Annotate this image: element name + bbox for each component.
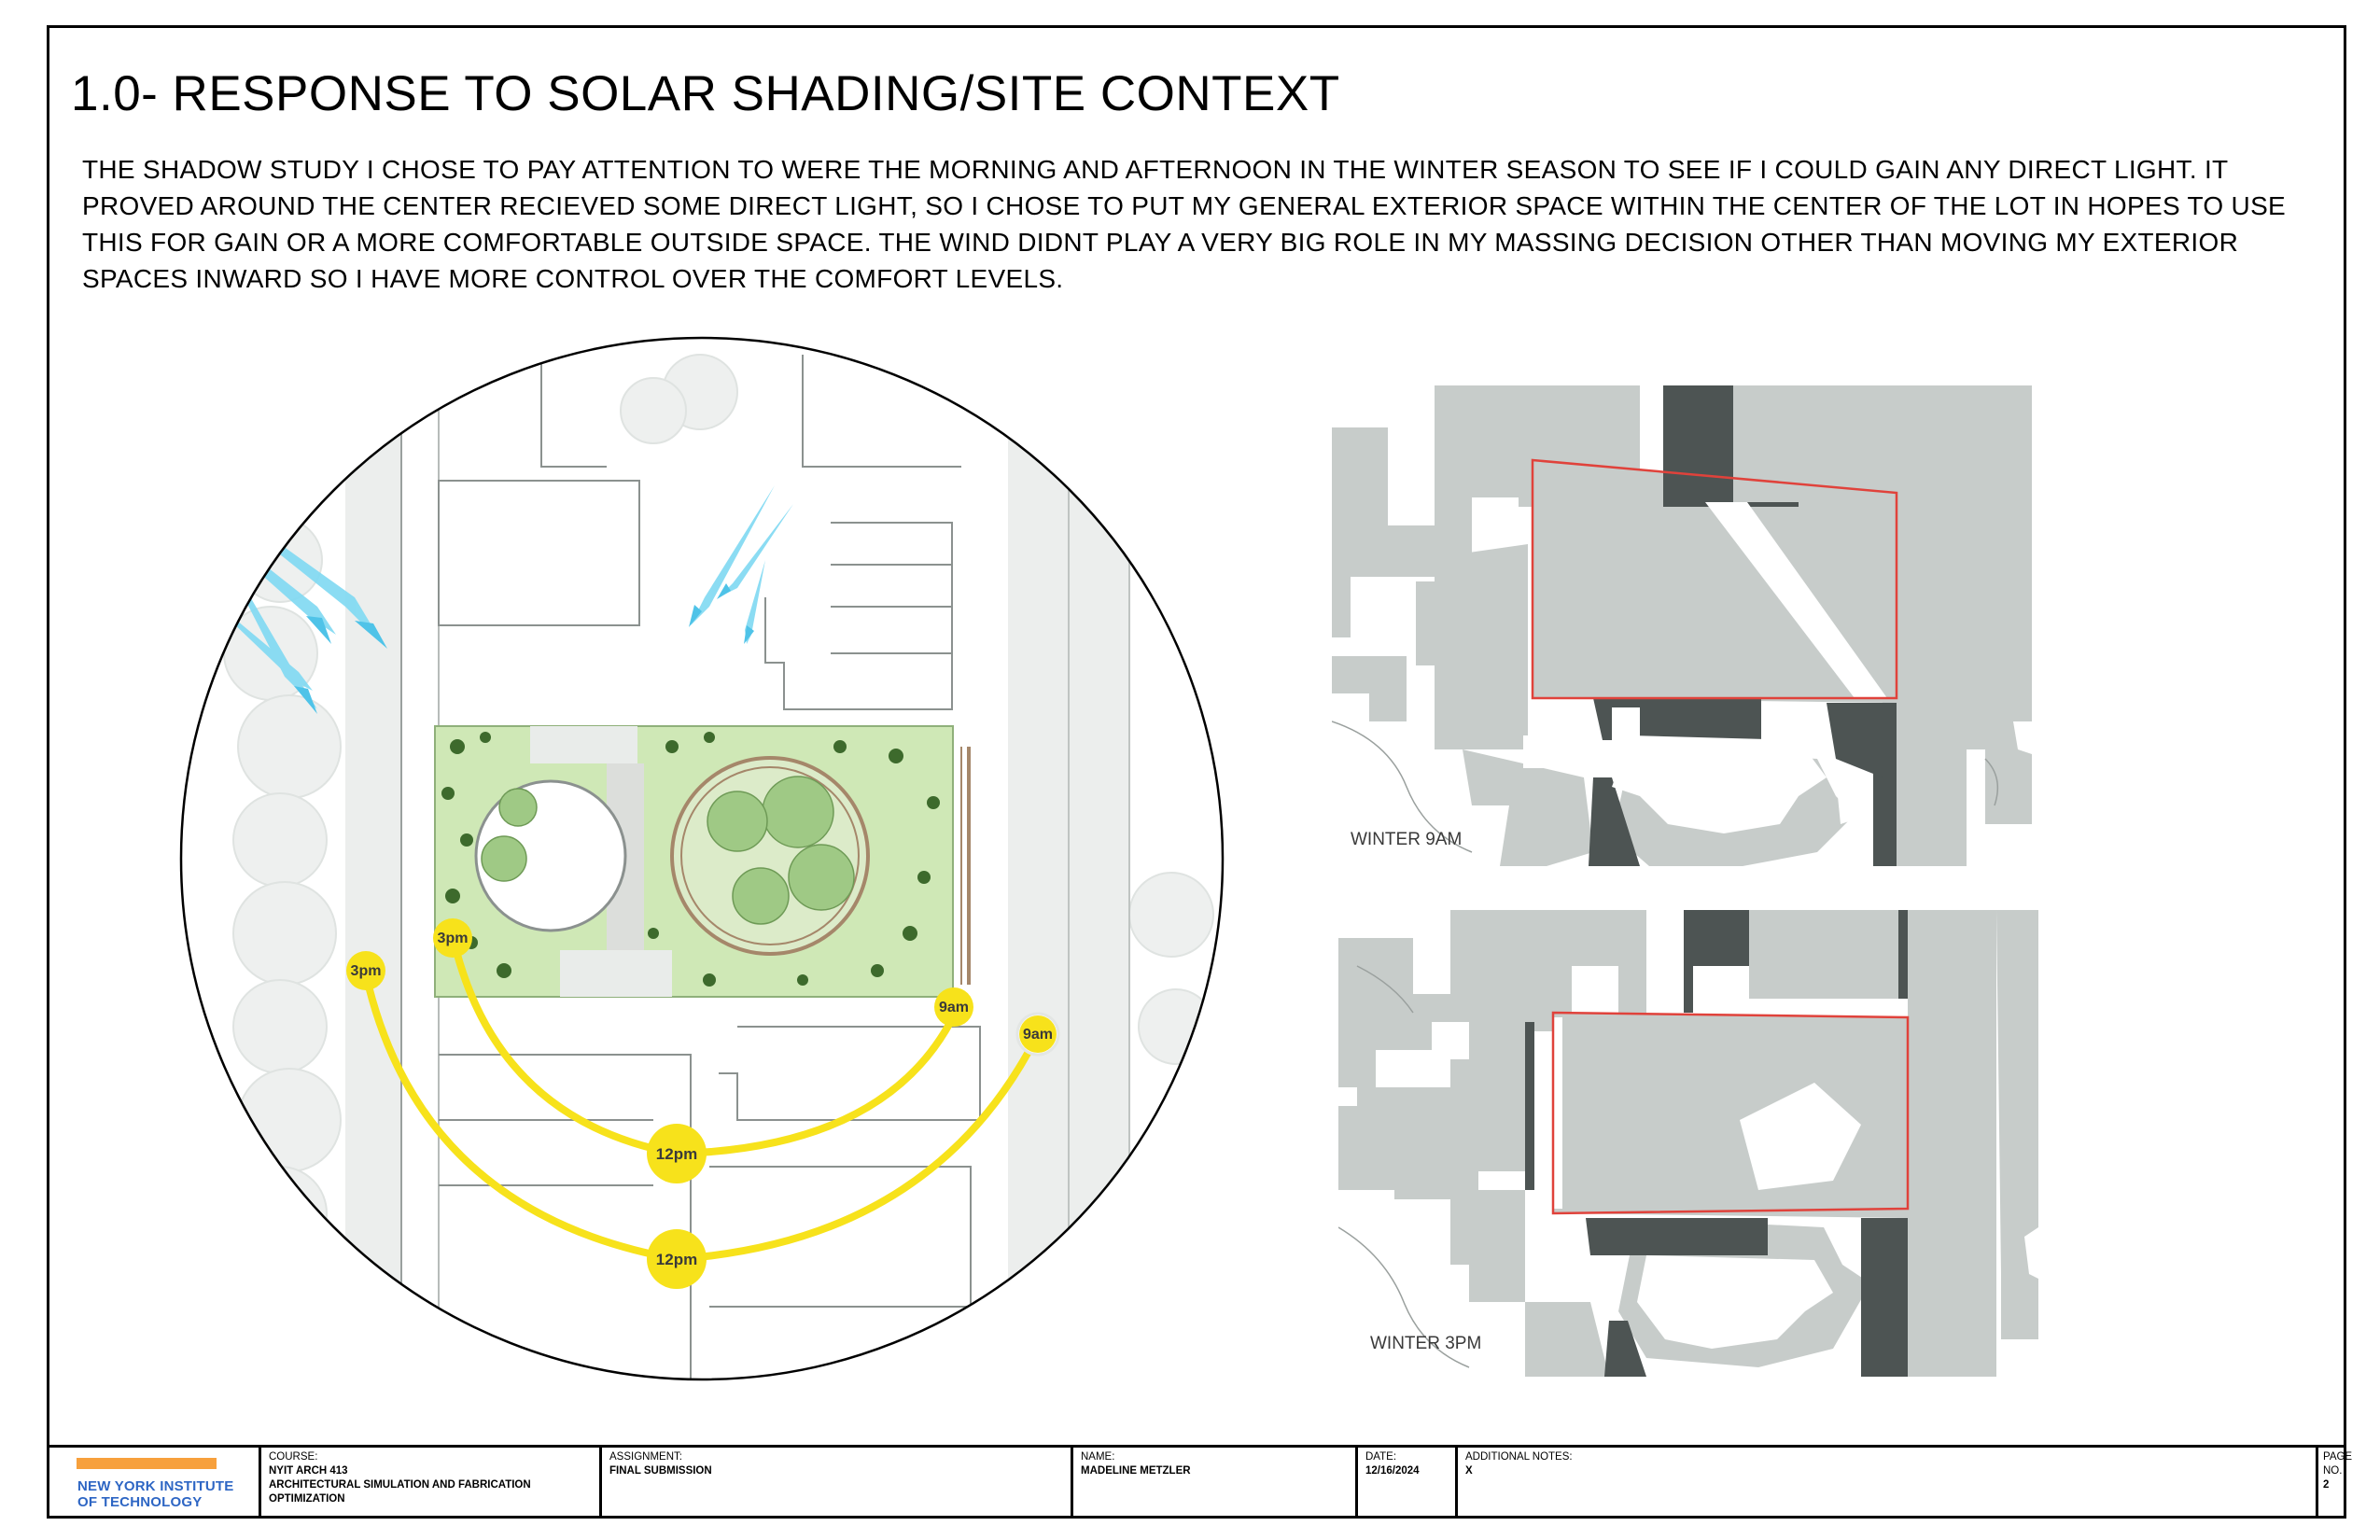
logo-cell: [47, 1445, 261, 1519]
page-number: 2: [2323, 1479, 2330, 1491]
course-cell: [261, 1445, 602, 1519]
page-label-1: PAGE: [2323, 1451, 2353, 1463]
course-line-2: ARCHITECTURAL SIMULATION AND FABRICATION: [269, 1479, 531, 1491]
notes-cell: [1458, 1445, 2318, 1519]
shadow-study-winter-3pm: [1338, 910, 2038, 1377]
nyit-logo: [77, 1478, 234, 1510]
logo-accent-bar: [77, 1458, 217, 1469]
sun-label-outer-9am: 9am: [1022, 1027, 1054, 1043]
sun-label-inner-12pm: 12pm: [655, 1145, 698, 1163]
assignment-value: FINAL SUBMISSION: [609, 1465, 712, 1477]
name-cell: [1073, 1445, 1358, 1519]
sun-label-inner-9am: 9am: [938, 1000, 970, 1015]
green-lot: [435, 726, 969, 997]
page-label-2: NO.: [2323, 1465, 2343, 1477]
page-number-cell: [2318, 1445, 2353, 1519]
name-label: NAME:: [1081, 1451, 1115, 1463]
shadow-study-label-3pm: WINTER 3PM: [1370, 1334, 1482, 1353]
street-left: [345, 336, 401, 1391]
date-cell: [1358, 1445, 1458, 1519]
name-value: MADELINE METZLER: [1081, 1465, 1191, 1477]
course-label: COURSE:: [269, 1451, 318, 1463]
course-line-3: OPTIMIZATION: [269, 1493, 345, 1505]
shadow-study-label-9am: WINTER 9AM: [1351, 830, 1463, 849]
logo-line-1: NEW YORK INSTITUTE: [77, 1478, 234, 1494]
sun-label-inner-3pm: 3pm: [437, 931, 469, 946]
page-title: 1.0- RESPONSE TO SOLAR SHADING/SITE CONTEXT: [71, 66, 1340, 121]
description-paragraph: THE SHADOW STUDY I CHOSE TO PAY ATTENTION TO WERE THE MORNING AND AFTERNOON IN THE WINTER SEASON TO SEE IF I COULD GAIN ANY DIRECT LIGHT. IT PROVED AROUND THE CENTER RECIEVED SOME DIRECT LIGHT, SO I CHOSE TO PUT MY GENERAL EXTERIOR SPACE WITHIN THE CENTER OF THE LOT IN HOPES TO USE THIS FOR GAIN OR A MORE COMFORTABLE OUTSIDE SPACE. THE WIND DIDNT PLAY A VERY BIG ROLE IN MY MASSING DECISION OTHER THAN MOVING MY EXTERIOR SPACES INWARD SO I HAVE MORE CONTROL OVER THE COMFORT LEVELS.: [82, 155, 2287, 293]
date-label: DATE:: [1365, 1451, 1397, 1463]
shadow-study-winter-9am: [1332, 385, 2032, 866]
notes-label: ADDITIONAL NOTES:: [1465, 1451, 1573, 1463]
title-block: [47, 1445, 2353, 1519]
assignment-label: ASSIGNMENT:: [609, 1451, 682, 1463]
logo-line-2: OF TECHNOLOGY: [77, 1494, 203, 1510]
course-line-1: NYIT ARCH 413: [269, 1465, 348, 1477]
assignment-cell: [602, 1445, 1073, 1519]
sun-label-outer-3pm: 3pm: [350, 963, 382, 979]
notes-value: X: [1465, 1465, 1473, 1477]
sun-label-outer-12pm: 12pm: [655, 1251, 698, 1268]
date-value: 12/16/2024: [1365, 1465, 1420, 1477]
